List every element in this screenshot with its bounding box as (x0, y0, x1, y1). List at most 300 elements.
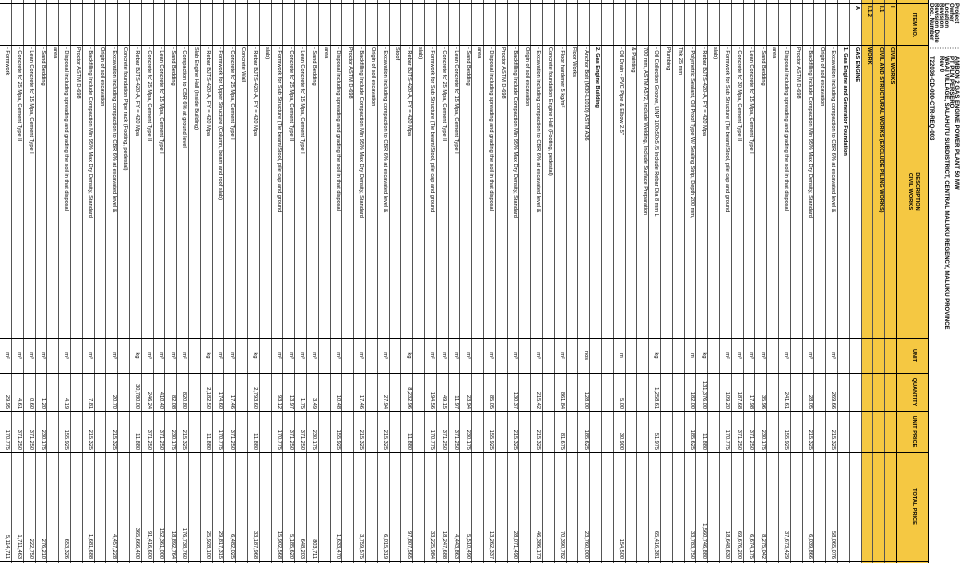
item-unit: m² (275, 352, 282, 359)
item-no (239, 6, 246, 44)
item-no (73, 6, 80, 44)
item-unit (817, 338, 824, 373)
item-quantity: 23.94 (464, 395, 471, 409)
item-description: - Concrete fc' 25 Mpa, Cement Type II (146, 47, 153, 142)
item-unit: m³ (783, 352, 790, 359)
item-quantity: 82.08 (169, 395, 176, 409)
item-no (227, 6, 234, 44)
item-unit: m³ (488, 352, 495, 359)
header-label: Revision Date (933, 3, 939, 43)
item-description: - Rebar BJTS-420-A, FY = 420 Mpa (205, 47, 212, 136)
item-unit (97, 338, 104, 373)
row-rule (106, 0, 107, 563)
item-no (380, 6, 387, 44)
item-unit-price: 170.775 (724, 429, 731, 450)
row-rule (566, 0, 567, 563)
item-unit (675, 338, 682, 373)
item-quantity: 17.46 (358, 395, 365, 409)
item-description: - Floor hardener 5 kg/m² (559, 47, 566, 108)
item-unit-price: 215.325 (181, 429, 188, 450)
item-description: GAS ENGINE (854, 47, 861, 83)
item-quantity: 28.05 (806, 395, 813, 409)
header-value: T22036-CD-000-CTR-REQ-003 (928, 56, 934, 141)
item-total-price (864, 452, 871, 559)
item-quantity: 29.95 (4, 395, 11, 409)
item-unit-price (73, 411, 80, 450)
row-rule (814, 0, 815, 563)
item-description: - Oil Drain - PVC Pipe & Elbow 2.5" (618, 47, 625, 135)
item-total-price: 5,185,620 (287, 534, 294, 559)
item-description: - Rebar BJTS-420-A, FY = 420 Mpa (134, 47, 141, 136)
item-quantity: 194.56 (429, 391, 436, 409)
header-separator: : (943, 47, 949, 49)
row-rule (330, 0, 331, 563)
item-unit-price: 81.675 (559, 432, 566, 450)
item-no (50, 6, 57, 44)
row-rule (71, 0, 72, 563)
item-unit: m³ (299, 352, 306, 359)
item-total-price: 3,759,575 (358, 534, 365, 559)
header-value: Rev 0 (938, 56, 944, 73)
item-description: - Disposal including spreading and grading the soil in that disposal (63, 47, 70, 211)
item-description: - Formwork for Sub Structure (Tie beam/Stool, pile cap and ground (275, 47, 282, 213)
item-no (274, 6, 281, 44)
item-no (368, 6, 375, 44)
item-unit-price: 371.250 (441, 429, 448, 450)
item-description: Concrete foundation Pipe rack (Footing, pedestal) (122, 47, 129, 171)
item-unit-price (852, 411, 859, 450)
item-no (722, 6, 729, 44)
item-total-price: 1,560,746,880 (700, 523, 707, 559)
item-no (250, 6, 257, 44)
item-total-price (392, 452, 399, 559)
item-unit: m³ (358, 352, 365, 359)
item-unit-price (498, 411, 505, 450)
item-no (687, 6, 694, 44)
row-rule (82, 0, 83, 563)
item-quantity: 93.12 (275, 395, 282, 409)
item-unit: m³ (464, 352, 471, 359)
item-description: - Sand Bedding (169, 47, 176, 86)
item-description: - Disposal including spreading and grading the soil in that disposal (783, 47, 790, 211)
item-no (416, 6, 423, 44)
item-no (758, 6, 765, 44)
item-no (557, 6, 564, 44)
item-total-price (97, 452, 104, 559)
item-unit-price: 51.975 (653, 432, 660, 450)
item-total-price: 803,711 (311, 539, 318, 559)
item-quantity: 187.68 (736, 391, 743, 409)
item-unit (345, 338, 352, 373)
item-total-price (239, 452, 246, 559)
item-no (97, 6, 104, 44)
item-description: Origin of soil excavation (370, 47, 377, 107)
column-rule (0, 411, 929, 412)
item-unit (864, 338, 871, 373)
item-quantity: 3.49 (311, 398, 318, 409)
item-description: slab) (417, 47, 424, 60)
row-rule (236, 0, 237, 563)
item-unit-price (569, 411, 576, 450)
row-rule (873, 0, 874, 563)
item-quantity: 27.94 (382, 395, 389, 409)
item-no (770, 6, 777, 44)
item-no (404, 6, 411, 44)
item-total-price (498, 452, 505, 559)
item-total-price: 8,275,042 (759, 534, 766, 559)
item-unit-price: 11.880 (405, 433, 412, 450)
item-quantity: 30,780.00 (134, 384, 141, 409)
item-quantity (368, 373, 375, 409)
row-rule (354, 0, 355, 563)
item-description (604, 47, 611, 337)
item-unit (50, 338, 57, 373)
item-unit (368, 338, 375, 373)
row-rule (94, 0, 95, 563)
item-total-price: 18,247,688 (441, 531, 448, 559)
column-rule (0, 561, 929, 562)
item-quantity: 17.46 (228, 395, 235, 409)
item-unit-price: 30.900 (618, 432, 625, 450)
item-no: I.1.2 (865, 6, 872, 17)
item-description: - Excavation including compaction to CBR 6% at excavated level & (535, 47, 542, 213)
item-no (262, 6, 269, 44)
item-total-price: 6,674,175 (747, 534, 754, 559)
item-quantity: 49.15 (441, 395, 448, 409)
row-rule (189, 0, 190, 563)
item-unit: m³ (311, 352, 318, 359)
item-description: area (476, 47, 483, 59)
item-description: - Excavation including compaction to CBR 6% at excavated level & (830, 47, 837, 213)
item-unit-price: 371.250 (16, 429, 23, 450)
item-no (652, 6, 659, 44)
item-total-price: 648,203 (299, 538, 306, 559)
item-unit (416, 338, 423, 373)
item-total-price: 28,071,490 (511, 531, 518, 559)
item-unit-price: 371.250 (452, 429, 459, 450)
item-total-price: 37,673,429 (783, 531, 790, 559)
item-quantity: 215.42 (535, 391, 542, 409)
row-rule (35, 0, 36, 563)
item-quantity (239, 373, 246, 409)
row-rule (743, 0, 744, 563)
item-unit: m³ (228, 352, 235, 359)
item-description: Proctor ASTM D-698 (500, 47, 507, 99)
col-item-no: ITEM NO. (911, 12, 917, 38)
item-no: I.1 (877, 6, 884, 13)
item-quantity (569, 373, 576, 409)
item-total-price (628, 452, 635, 559)
item-unit: kg (205, 352, 212, 359)
item-no (699, 6, 706, 44)
item-description: - Lean Concrete fc' 15 Mpa, Cement Type I (299, 47, 306, 154)
item-unit-price (593, 411, 600, 450)
item-unit: m² (724, 352, 731, 359)
item-total-price: 1,711,463 (16, 534, 23, 559)
item-no (734, 6, 741, 44)
row-rule (696, 0, 697, 563)
item-total-price (569, 452, 576, 559)
column-rule (0, 45, 929, 46)
row-rule (519, 0, 520, 563)
item-description: - Oil Collection Groove, UNP 100x50x5 /5 Include Rebar Dia 8 mm L (653, 47, 660, 217)
item-unit (475, 338, 482, 373)
item-unit-price (345, 411, 352, 450)
item-unit: m³ (759, 352, 766, 359)
item-quantity (191, 373, 198, 409)
item-quantity (416, 373, 423, 409)
item-quantity (321, 373, 328, 409)
item-unit: m³ (110, 352, 117, 359)
item-quantity (97, 373, 104, 409)
item-unit-price: 215.325 (806, 429, 813, 450)
item-no (451, 6, 458, 44)
item-total-price (545, 452, 552, 559)
item-no (333, 6, 340, 44)
header-separator: : (938, 47, 944, 49)
item-total-price: 276,210 (39, 538, 46, 559)
item-total-price: 33,783,750 (688, 531, 695, 559)
row-rule (295, 0, 296, 563)
row-rule (495, 0, 496, 563)
item-quantity: 4.61 (16, 398, 23, 409)
item-no (840, 6, 847, 44)
item-unit-price: 185.625 (582, 429, 589, 450)
item-unit (640, 338, 647, 373)
item-quantity: 1.75 (299, 398, 306, 409)
item-unit-price: 185.625 (688, 429, 695, 450)
item-total-price (191, 452, 198, 559)
item-description: 700 mm, ASTM A572, Include Welding, Include Surface Preparation (641, 47, 648, 216)
item-unit (628, 338, 635, 373)
item-quantity (675, 373, 682, 409)
column-rule (0, 373, 929, 374)
item-total-price (593, 452, 600, 559)
header-separator: : (933, 47, 939, 49)
item-unit: m³ (16, 352, 23, 359)
item-unit: m³ (830, 352, 837, 359)
row-rule (318, 0, 319, 563)
item-unit-price (840, 411, 847, 450)
row-rule (802, 0, 803, 563)
item-unit: kg (405, 352, 412, 359)
item-description: Proctor ASTM D-698 (75, 47, 82, 99)
item-unit-price: 230.175 (39, 429, 46, 450)
row-rule (342, 0, 343, 563)
item-total-price: 6,039,866 (806, 534, 813, 559)
item-total-price: 176,738,760 (181, 527, 188, 559)
item-quantity: 130.37 (511, 391, 518, 409)
row-rule (366, 0, 367, 563)
row-rule (613, 0, 614, 563)
item-unit: m³ (535, 352, 542, 359)
item-unit: m³ (441, 352, 448, 359)
item-unit-price: 170.775 (275, 429, 282, 450)
item-quantity (817, 373, 824, 409)
item-description: Floor Works (570, 47, 577, 78)
item-total-price: 4,443,863 (452, 534, 459, 559)
header-value: WAAI VILLAGE, SALAHUTU SUBDISTRICT, CENTRAL MALUKU REGENCY, MALUKU PROVINCE (943, 56, 949, 330)
item-unit-price (416, 411, 423, 450)
item-unit-price (392, 411, 399, 450)
item-total-price (888, 452, 895, 559)
item-total-price (416, 452, 423, 559)
item-quantity: 241.61 (783, 391, 790, 409)
item-unit: m³ (747, 352, 754, 359)
item-description: WORK (865, 47, 872, 65)
item-unit-price (321, 411, 328, 450)
item-quantity (262, 373, 269, 409)
item-quantity: 246.24 (146, 391, 153, 409)
item-no (746, 6, 753, 44)
item-no (286, 6, 293, 44)
row-rule (130, 0, 131, 563)
item-unit-price: 11.880 (205, 433, 212, 450)
item-description: Origin of soil excavation (98, 47, 105, 107)
item-quantity (345, 373, 352, 409)
row-rule (118, 0, 119, 563)
item-quantity: 174.60 (216, 391, 223, 409)
item-unit-price: 371.250 (287, 429, 294, 450)
row-rule (826, 0, 827, 563)
row-rule (47, 0, 48, 563)
item-no (522, 6, 529, 44)
item-quantity: 410.40 (157, 391, 164, 409)
item-unit: m² (4, 352, 11, 359)
item-no (475, 6, 482, 44)
item-description: - Formwork for Sub Structure (Tie beam/Stool, pile cap and ground (724, 47, 731, 213)
item-description: Proctor ASTM D-698 (795, 47, 802, 99)
item-unit (711, 338, 718, 373)
item-no (14, 6, 21, 44)
item-total-price (522, 452, 529, 559)
item-description: - Backfilling Include Compaction Min 95% Max Dry Density, Standard (806, 47, 813, 218)
row-rule (507, 0, 508, 563)
item-description: - Backfilling Include Compaction Min 95% Max Dry Density, Standard (511, 47, 518, 218)
row-rule (861, 0, 862, 563)
item-unit: m³ (39, 352, 46, 359)
item-description: - Backfilling Include Compaction Min 95% Max Dry Density, Standard (87, 47, 94, 218)
item-total-price: 91,416,600 (146, 531, 153, 559)
item-quantity (73, 373, 80, 409)
item-unit-price (793, 411, 800, 450)
item-quantity (475, 373, 482, 409)
item-no (534, 6, 541, 44)
item-description: - Sand Bedding (759, 47, 766, 86)
item-total-price: 18,648,630 (724, 531, 731, 559)
item-unit: m³ (169, 352, 176, 359)
item-quantity: 0.60 (28, 398, 35, 409)
item-unit-price: 230.175 (169, 429, 176, 450)
item-unit (321, 338, 328, 373)
item-unit: m³ (63, 352, 70, 359)
item-quantity (604, 373, 611, 409)
header-rule-bottom (896, 0, 897, 563)
item-unit: m³ (511, 352, 518, 359)
item-unit-price (817, 411, 824, 450)
item-unit-price: 371.250 (747, 429, 754, 450)
item-quantity (888, 373, 895, 409)
item-no (593, 6, 600, 44)
row-rule (661, 0, 662, 563)
row-rule (153, 0, 154, 563)
col-unit: UNIT (911, 348, 917, 363)
item-total-price (368, 452, 375, 559)
item-total-price: 5,510,490 (464, 534, 471, 559)
item-unit: m³ (382, 352, 389, 359)
item-description: slab) (264, 47, 271, 60)
item-description: - Lean Concrete fc' 15 Mpa, Cement Type I (747, 47, 754, 154)
row-rule (307, 0, 308, 563)
item-no (168, 6, 175, 44)
item-total-price: 1,681,688 (87, 534, 94, 559)
item-total-price: 58,065,076 (830, 531, 837, 559)
item-unit (852, 338, 859, 373)
item-quantity: 182.00 (688, 391, 695, 409)
item-total-price (345, 452, 352, 559)
row-rule (672, 0, 673, 563)
item-unit (888, 338, 895, 373)
item-description: - Concrete fc' 30 Mpa, Cement Type II (736, 47, 743, 142)
item-no (215, 6, 222, 44)
item-total-price: 15,902,568 (275, 531, 282, 559)
item-no (26, 6, 33, 44)
row-rule (12, 0, 13, 563)
item-unit-price (864, 411, 871, 450)
item-unit: m³ (736, 352, 743, 359)
header-label: Location (943, 3, 949, 28)
item-unit (239, 338, 246, 373)
item-description: - Compaction to CBR 6% at ground level (181, 47, 188, 148)
item-total-price: 23,760,000 (582, 531, 589, 559)
item-unit: kg (700, 352, 707, 359)
item-unit: m³ (452, 352, 459, 359)
item-description: slab) (712, 47, 719, 60)
item-unit-price: 215.325 (830, 429, 837, 450)
item-unit-price: 371.250 (228, 429, 235, 450)
item-total-price (262, 452, 269, 559)
item-no (3, 6, 10, 44)
row-rule (413, 0, 414, 563)
row-rule (649, 0, 650, 563)
item-total-price (817, 452, 824, 559)
item-unit: m³ (334, 352, 341, 359)
item-quantity: 8,232.96 (405, 387, 412, 409)
item-unit-price (663, 411, 670, 450)
row-rule (543, 0, 544, 563)
item-no (357, 6, 364, 44)
item-unit-price (97, 411, 104, 450)
row-rule (472, 0, 473, 563)
item-unit-price: 230.175 (759, 429, 766, 450)
item-unit (793, 338, 800, 373)
item-unit-price: 215.325 (535, 429, 542, 450)
item-quantity (522, 373, 529, 409)
item-description: - Rebar BJTS-420-A, FY = 420 Mpa (252, 47, 259, 136)
item-description: - Formwork (4, 47, 11, 76)
item-description: area (323, 47, 330, 59)
item-description: Origin of soil excavation (523, 47, 530, 107)
item-no (569, 6, 576, 44)
item-unit-price: 215.325 (511, 429, 518, 450)
item-unit: m (688, 353, 695, 358)
item-unit-price: 170.775 (4, 429, 11, 450)
item-description: - Formwork for Upper Structure (Column, beam and roof slab) (216, 47, 223, 200)
item-quantity: 861.84 (559, 391, 566, 409)
item-description: - Concrete fc' 25 Mpa, Cement Type II (287, 47, 294, 142)
item-total-price (50, 452, 57, 559)
item-unit-price (640, 411, 647, 450)
